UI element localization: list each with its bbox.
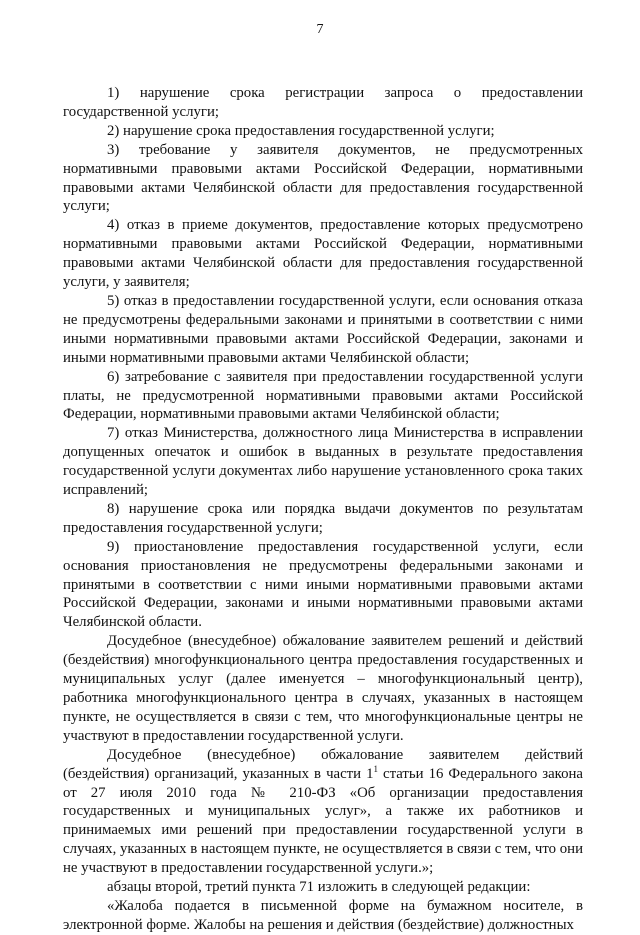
paragraph-organizations-text-start: Досудебное (внесудебное) обжалование заявителем действий (бездействия) организаций, указанных в части 1 xyxy=(63,746,583,782)
paragraph-item-7: 7) отказ Министерства, должностного лица Министерства в исправлении допущенных опечаток и ошибок в выданных в результате предоставления государственной услуги документах либо нарушение установленного срока таких исправлений; xyxy=(63,425,583,499)
superscript-number: 1 xyxy=(373,763,378,774)
paragraph-organizations-text-end: статьи 16 Федерального закона от 27 июля 2010 года № 210-ФЗ «Об организации предоставления государственных и муниципальных услуг», а также их работников и принимаемых ими решений при предоставлении государственной услуги в случаях, указанных в настоящем пункте, не осуществляется в связи с тем, что они не участвуют в предоставлении государственной услуги.»; xyxy=(63,765,584,877)
paragraph-item-6: 6) затребование с заявителя при предоставлении государственной услуги платы, не предусмотренной нормативными правовыми актами Российской Федерации, нормативными правовыми актами Челябинской области; xyxy=(63,368,583,423)
paragraph-item-8: 8) нарушение срока или порядка выдачи документов по результатам предоставления государственной услуги; xyxy=(63,500,583,536)
page-number: 7 xyxy=(316,22,324,37)
paragraph-item-4: 4) отказ в приеме документов, предоставление которых предусмотрено нормативными правовыми актами Российской Федерации, нормативными правовыми актами Челябинской области для предоставления государственной услуги, у заявителя; xyxy=(63,217,583,291)
paragraph-complaint: «Жалоба подается в письменной форме на бумажном носителе, в электронной форме. Жалобы на решения и действия (бездействие) должностных xyxy=(63,897,583,933)
paragraph-item-2: 2) нарушение срока предоставления государственной услуги; xyxy=(107,122,495,139)
paragraph-item-1: 1) нарушение срока регистрации запроса о предоставлении государственной услуги; xyxy=(63,85,583,120)
paragraph-item-9: 9) приостановление предоставления государственной услуги, если основания приостановления не предусмотрены федеральными законами и принятыми в соответствии с ними иными нормативными правовыми актами Российской Федерации, законами и иными нормативными правовыми актами Челябинской области. xyxy=(63,538,583,631)
paragraph-organizations-appeal xyxy=(63,746,583,878)
paragraph-item-3: 3) требование у заявителя документов, не предусмотренных нормативными правовыми актами Российской Федерации, нормативными правовыми актами Челябинской области для предоставления государственной услуги; xyxy=(63,141,583,215)
paragraph-mfc-appeal: Досудебное (внесудебное) обжалование заявителем решений и действий (бездействия) многофункционального центра предоставления государственных и муниципальных услуг (далее именуется – многофункциональный центр), работника многофункционального центра в случаях, указанных в настоящем пункте, не осуществляется в связи с тем, что многофункциональные центры не участвуют в предоставлении государственной услуги. xyxy=(63,633,583,744)
paragraph-item-5: 5) отказ в предоставлении государственной услуги, если основания отказа не предусмотрены федеральными законами и принятыми в соответствии с ними иными нормативными правовыми актами Российской Федерации, законами и иными нормативными правовыми актами Челябинской области; xyxy=(63,292,583,366)
document-body xyxy=(63,84,583,935)
paragraph-amendment: абзацы второй, третий пункта 71 изложить в следующей редакции: xyxy=(107,879,531,896)
